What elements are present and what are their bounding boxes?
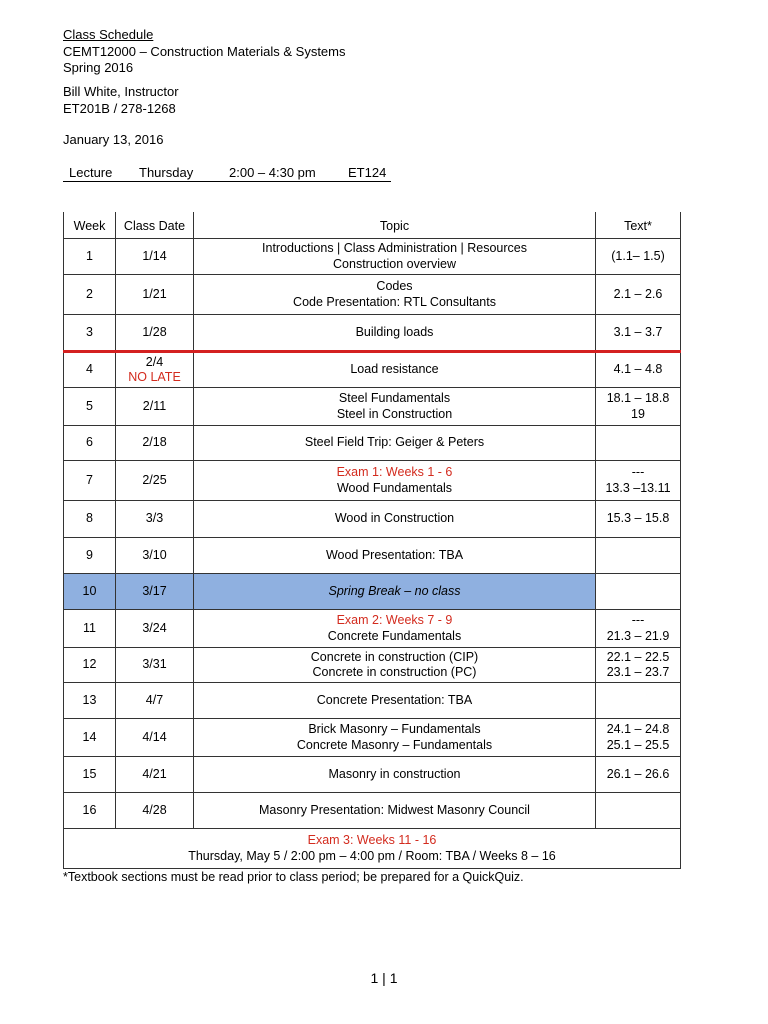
week-cell: 4 <box>64 352 116 388</box>
topic-cell <box>194 648 596 683</box>
week-cell: 3 <box>64 315 116 352</box>
topic-cell <box>194 275 596 315</box>
header-class-date: Class Date <box>116 212 194 239</box>
instructor-office: ET201B / 278-1268 <box>63 101 176 116</box>
week-cell: 5 <box>64 388 116 426</box>
lecture-day: Thursday <box>139 165 194 180</box>
text-cell <box>596 648 681 683</box>
table-row <box>64 352 681 388</box>
text-cell: 4.1 – 4.8 <box>596 352 681 388</box>
topic-line: Concrete in construction (CIP) <box>310 649 479 664</box>
date-cell: 1/21 <box>116 275 194 315</box>
text-line: 21.3 – 21.9 <box>606 628 670 643</box>
document-date: January 13, 2016 <box>63 132 164 147</box>
date-cell: 3/10 <box>116 538 194 574</box>
table-row-spring-break <box>64 574 681 610</box>
table-header-row <box>64 212 681 239</box>
table-row <box>64 426 681 461</box>
topic-cell: Concrete Presentation: TBA <box>194 683 596 719</box>
topic-line: Concrete Fundamentals <box>327 628 462 643</box>
date-value: 2/4 <box>145 354 164 369</box>
header-text: Text* <box>596 212 681 239</box>
text-cell: 3.1 – 3.7 <box>596 315 681 352</box>
text-line: --- <box>631 465 645 479</box>
topic-cell: Steel Field Trip: Geiger & Peters <box>194 426 596 461</box>
topic-cell <box>194 610 596 648</box>
text-line: 23.1 – 23.7 <box>606 665 670 679</box>
table-row <box>64 538 681 574</box>
table-row <box>64 461 681 501</box>
date-cell: 4/14 <box>116 719 194 757</box>
table-row <box>64 501 681 538</box>
date-cell: 3/24 <box>116 610 194 648</box>
topic-cell: Wood in Construction <box>194 501 596 538</box>
topic-line: Steel Fundamentals <box>338 391 451 405</box>
week-cell: 6 <box>64 426 116 461</box>
text-cell <box>596 426 681 461</box>
text-line: 25.1 – 25.5 <box>606 737 670 752</box>
topic-line: Construction overview <box>333 256 456 271</box>
exam-label: Exam 2: Weeks 7 - 9 <box>336 613 453 627</box>
term: Spring 2016 <box>63 60 134 75</box>
text-line: 13.3 –13.11 <box>605 480 671 495</box>
topic-cell <box>194 461 596 501</box>
text-line: 22.1 – 22.5 <box>606 649 670 664</box>
lecture-time: 2:00 – 4:30 pm <box>229 165 316 180</box>
topic-cell <box>194 239 596 275</box>
table-row <box>64 793 681 829</box>
document-title: Class Schedule <box>63 27 154 42</box>
text-cell: 2.1 – 2.6 <box>596 275 681 315</box>
table-row <box>64 315 681 352</box>
date-cell: 2/11 <box>116 388 194 426</box>
week-cell: 10 <box>64 574 116 610</box>
lecture-room: ET124 <box>348 165 387 180</box>
topic-line: Concrete Masonry – Fundamentals <box>296 737 493 752</box>
topic-cell <box>194 388 596 426</box>
table-row <box>64 719 681 757</box>
text-line: 24.1 – 24.8 <box>606 722 670 736</box>
topic-line: Code Presentation: RTL Consultants <box>293 294 496 309</box>
text-cell <box>596 793 681 829</box>
topic-cell: Masonry Presentation: Midwest Masonry Council <box>194 793 596 829</box>
text-cell <box>596 388 681 426</box>
date-cell: 3/31 <box>116 648 194 683</box>
text-line: 18.1 – 18.8 <box>606 391 670 405</box>
topic-line: Codes <box>376 279 413 293</box>
topic-line: Wood Fundamentals <box>336 480 453 495</box>
date-cell: 4/28 <box>116 793 194 829</box>
table-row <box>64 610 681 648</box>
text-cell <box>596 538 681 574</box>
topic-line: Steel in Construction <box>336 406 453 421</box>
table-row <box>64 239 681 275</box>
lecture-info <box>63 163 391 182</box>
footnote: *Textbook sections must be read prior to class period; be prepared for a QuickQuiz. <box>63 870 524 884</box>
date-note: NO LATE <box>128 370 181 384</box>
date-cell: 3/3 <box>116 501 194 538</box>
table-row <box>64 648 681 683</box>
exam-label: Exam 1: Weeks 1 - 6 <box>336 465 453 479</box>
final-exam-title: Exam 3: Weeks 11 - 16 <box>307 833 437 847</box>
text-cell <box>596 461 681 501</box>
week-cell: 9 <box>64 538 116 574</box>
date-cell: 3/17 <box>116 574 194 610</box>
week-cell: 8 <box>64 501 116 538</box>
final-exam-row <box>64 829 681 869</box>
final-exam-cell <box>64 829 681 869</box>
week-cell: 7 <box>64 461 116 501</box>
date-cell: 2/18 <box>116 426 194 461</box>
date-cell: 4/21 <box>116 757 194 793</box>
text-cell <box>596 683 681 719</box>
week-cell: 16 <box>64 793 116 829</box>
course-name: CEMT12000 – Construction Materials & Systems <box>63 43 346 59</box>
text-line: 19 <box>631 406 645 421</box>
page-number: 1 | 1 <box>370 970 398 986</box>
week-cell: 15 <box>64 757 116 793</box>
table-row <box>64 388 681 426</box>
topic-line: Brick Masonry – Fundamentals <box>308 722 481 736</box>
date-cell: 1/14 <box>116 239 194 275</box>
topic-cell: Building loads <box>194 315 596 352</box>
text-cell: 26.1 – 26.6 <box>596 757 681 793</box>
date-cell: 1/28 <box>116 315 194 352</box>
text-cell <box>596 719 681 757</box>
text-cell <box>596 574 681 610</box>
lecture-label: Lecture <box>69 165 113 180</box>
table-row <box>64 683 681 719</box>
week-cell: 12 <box>64 648 116 683</box>
week-cell: 11 <box>64 610 116 648</box>
date-cell: 4/7 <box>116 683 194 719</box>
topic-cell <box>194 719 596 757</box>
date-cell: 2/25 <box>116 461 194 501</box>
topic-cell: Load resistance <box>194 352 596 388</box>
instructor-name: Bill White, Instructor <box>63 84 179 99</box>
table-row <box>64 757 681 793</box>
date-cell <box>116 352 194 388</box>
week-cell: 14 <box>64 719 116 757</box>
schedule-table <box>63 212 681 869</box>
header-week: Week <box>64 212 116 239</box>
week-cell: 2 <box>64 275 116 315</box>
text-line: --- <box>631 613 645 627</box>
text-cell <box>596 610 681 648</box>
week-cell: 13 <box>64 683 116 719</box>
topic-line: Introductions | Class Administration | Resources <box>262 241 527 255</box>
final-exam-details: Thursday, May 5 / 2:00 pm – 4:00 pm / Room: TBA / Weeks 8 – 16 <box>188 848 556 863</box>
text-cell: (1.1– 1.5) <box>596 239 681 275</box>
topic-cell: Wood Presentation: TBA <box>194 538 596 574</box>
header-topic: Topic <box>194 212 596 239</box>
topic-line: Concrete in construction (PC) <box>312 665 477 679</box>
topic-cell: Spring Break – no class <box>194 574 596 610</box>
topic-cell: Masonry in construction <box>194 757 596 793</box>
week-cell: 1 <box>64 239 116 275</box>
table-row <box>64 275 681 315</box>
text-cell: 15.3 – 15.8 <box>596 501 681 538</box>
